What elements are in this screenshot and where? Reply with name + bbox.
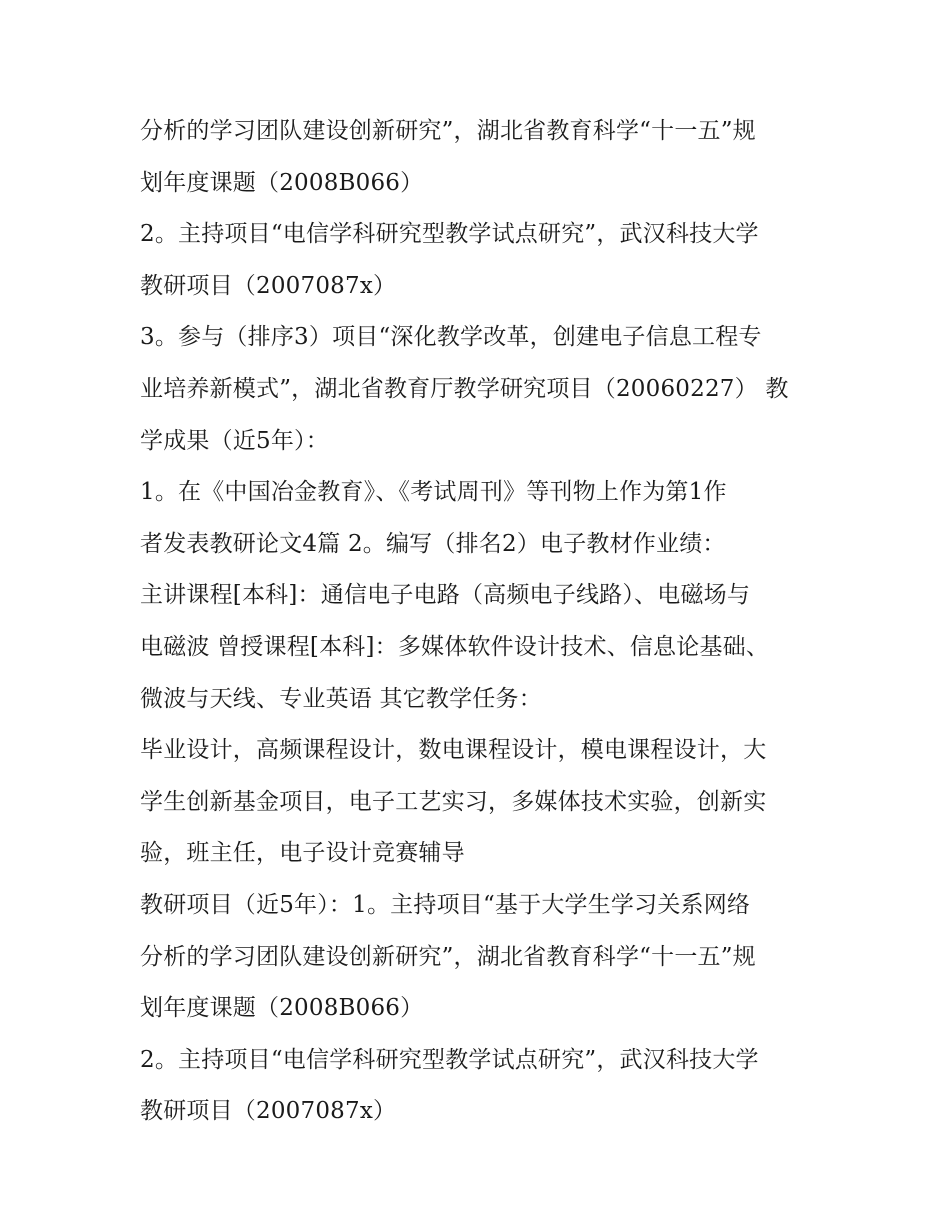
text-line: 微波与天线、专业英语 其它教学任务： bbox=[140, 685, 542, 712]
text-line: 划年度课题（2008B066） bbox=[140, 995, 424, 1022]
text-line: 划年度课题（2008B066） bbox=[140, 169, 424, 196]
text-line: 电磁波 曾授课程[本科]：多媒体软件设计技术、信息论基础、 bbox=[140, 633, 770, 660]
text-line: 学生创新基金项目，电子工艺实习，多媒体技术实验，创新实 bbox=[140, 788, 767, 815]
text-line: 验，班主任，电子设计竞赛辅导 bbox=[140, 840, 465, 867]
document-body bbox=[140, 106, 820, 1138]
text-line: 1。在《中国冶金教育》、《考试周刊》等刊物上作为第1作 bbox=[140, 479, 727, 506]
text-line: 教研项目（2007087x） bbox=[140, 272, 397, 299]
text-line: 主讲课程[本科]：通信电子电路（高频电子线路）、电磁场与 bbox=[140, 582, 751, 609]
text-line: 2。主持项目“电信学科研究型教学试点研究”，武汉科技大学 bbox=[140, 1046, 759, 1073]
text-line: 学成果（近5年）： bbox=[140, 427, 329, 454]
text-line: 分析的学习团队建设创新研究”，湖北省教育科学“十一五”规 bbox=[140, 118, 756, 144]
text-line: 者发表教研论文4篇 2。编写（排名2）电子教材作业绩： bbox=[140, 530, 726, 557]
text-line: 毕业设计，高频课程设计，数电课程设计，模电课程设计，大 bbox=[140, 737, 767, 764]
text-line: 教研项目（近5年）：1。主持项目“基于大学生学习关系网络 bbox=[140, 891, 751, 918]
text-line: 2。主持项目“电信学科研究型教学试点研究”，武汉科技大学 bbox=[140, 221, 759, 248]
text-line: 分析的学习团队建设创新研究”，湖北省教育科学“十一五”规 bbox=[140, 943, 756, 970]
text-line: 教研项目（2007087x） bbox=[140, 1098, 397, 1125]
text-line: 3。参与（排序3）项目“深化教学改革，创建电子信息工程专 bbox=[140, 324, 762, 351]
text-line: 业培养新模式”，湖北省教育厅教学研究项目（20060227） 教 bbox=[140, 375, 789, 402]
